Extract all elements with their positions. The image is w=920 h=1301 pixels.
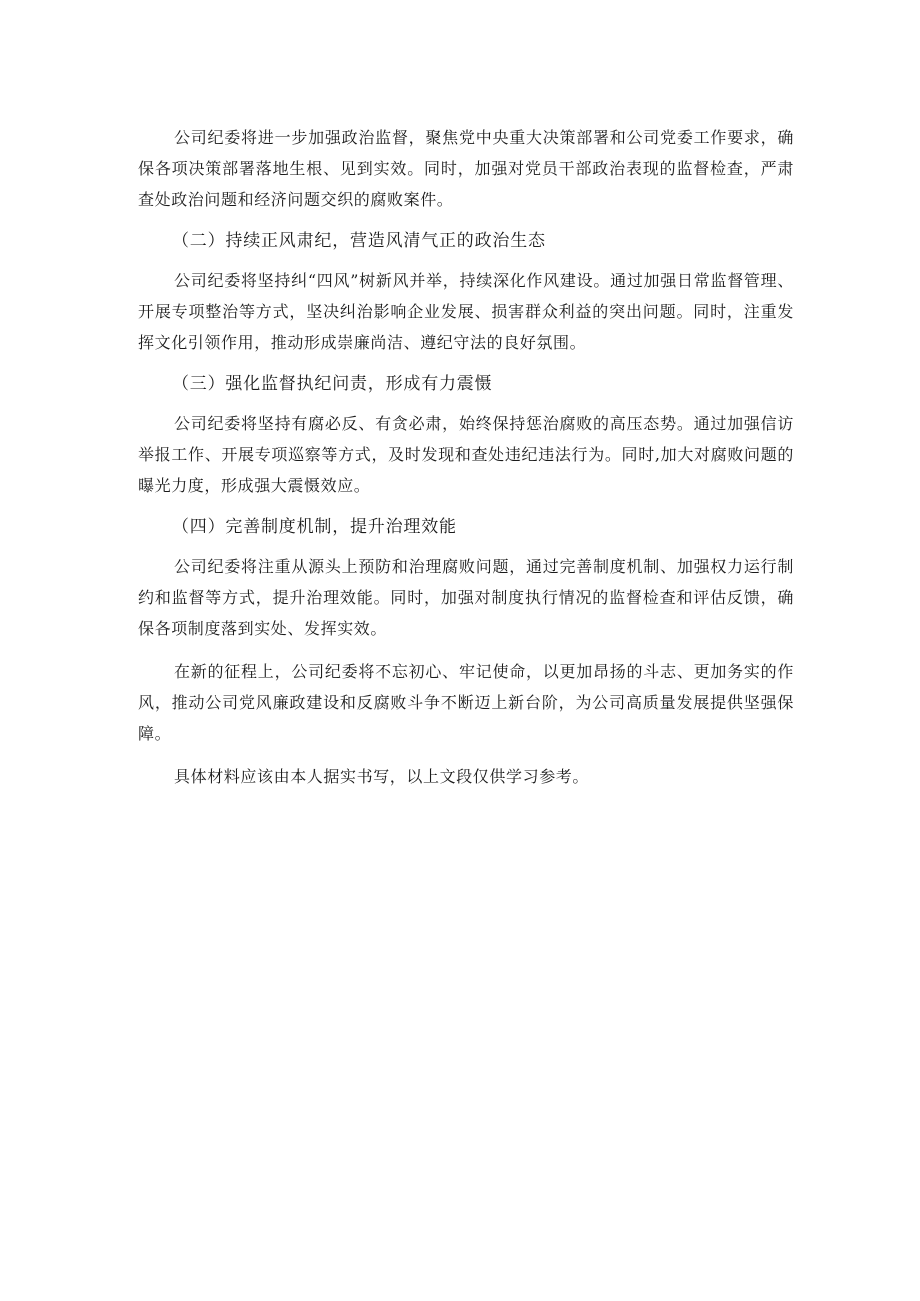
- paragraph-conclusion: 在新的征程上，公司纪委将不忘初心、牢记使命，以更加昂扬的斗志、更加务实的作风，推动公司党风廉政建设和反腐败斗争不断迈上新台阶，为公司高质量发展提供坚强保障。: [138, 662, 794, 743]
- section-heading-2: （二）持续正风肃纪，营造风清气正的政治生态: [172, 231, 546, 251]
- section-heading-3: （三）强化监督执纪问责，形成有力震慑: [172, 374, 493, 394]
- paragraph-disclaimer: 具体材料应该由本人据实书写，以上文段仅供学习参考。: [174, 767, 590, 786]
- paragraph-political-supervision: 公司纪委将进一步加强政治监督，聚焦党中央重大决策部署和公司党委工作要求，确保各项决策部署落地生根、见到实效。同时，加强对党员干部政治表现的监督检查，严肃查处政治问题和经济问题交织的腐败案件。: [138, 128, 794, 209]
- paragraph-discipline: 公司纪委将坚持有腐必反、有贪必肃，始终保持惩治腐败的高压态势。通过加强信访举报工作、开展专项巡察等方式，及时发现和查处违纪违法行为。同时,加大对腐败问题的曝光力度，形成强大震慑效应。: [138, 414, 794, 495]
- paragraph-work-style: 公司纪委将坚持纠“四风”树新风并举，持续深化作风建设。通过加强日常监督管理、开展专项整治等方式，坚决纠治影响企业发展、损害群众利益的突出问题。同时，注重发挥文化引领作用，推动形成崇廉尚洁、遵纪守法的良好氛围。: [138, 271, 794, 352]
- paragraph-institutions: 公司纪委将注重从源头上预防和治理腐败问题，通过完善制度机制、加强权力运行制约和监督等方式，提升治理效能。同时，加强对制度执行情况的监督检查和评估反馈，确保各项制度落到实处、发挥实效。: [138, 557, 794, 638]
- document-body: [138, 122, 794, 804]
- section-heading-4: （四）完善制度机制，提升治理效能: [172, 517, 457, 537]
